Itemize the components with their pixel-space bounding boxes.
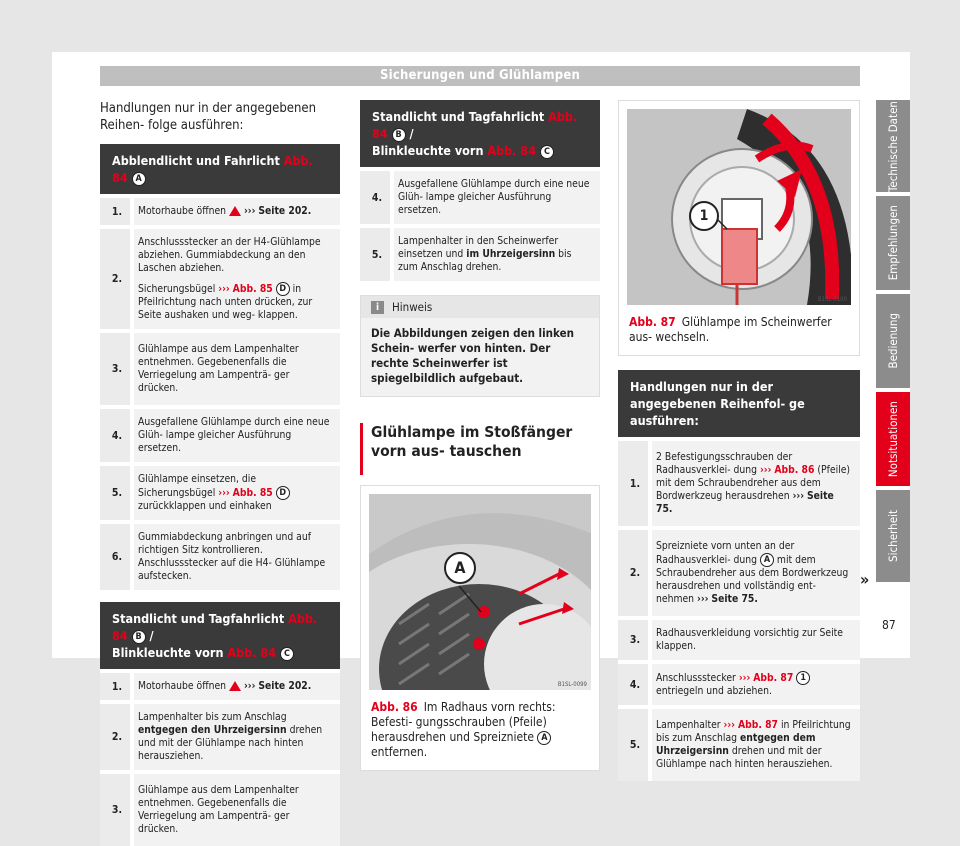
table-row: 1. Motorhaube öffnen ››› Seite 202. (100, 669, 340, 700)
side-tabs (876, 100, 910, 586)
table-row: 3. Glühlampe aus dem Lampenhalter entnehmen. Gegebenenfalls die Verriegelung am Lampenträ- ger drücken. (100, 329, 340, 405)
figure-caption: Abb. 87 Glühlampe im Scheinwerfer aus- wechseln. (629, 315, 832, 344)
table-row: 2. Anschlussstecker an der H4-Glühlampe abziehen. Gummiabdeckung an den Laschen abziehen. Sicherungsbügel ››› Abb. 85 D in Pfeilrichtung nach unten drücken, zur Seite aushaken und weg- klappen. (100, 225, 340, 329)
hinweis-text: Die Abbildungen zeigen den linken Schein- werfer von hinten. Der rechte Scheinwerfer ist spiegelbildlich aufgebaut. (361, 318, 599, 396)
figure-86 (360, 485, 600, 771)
figure-code: B1SL-0099 (557, 681, 587, 688)
headlamp-illustration (627, 109, 851, 305)
intro-text: Handlungen nur in der angegebenen Reihen- folge ausführen: (100, 101, 316, 133)
table-row: 3. Glühlampe aus dem Lampenhalter entnehmen. Gegebenenfalls die Verriegelung am Lampenträ- ger drücken. (100, 770, 340, 846)
table-row: 4. Anschlussstecker ››› Abb. 87 1 entriegeln und abziehen. (618, 660, 860, 705)
warning-icon (229, 681, 241, 691)
tab-bedienung[interactable]: Bedienung (876, 294, 910, 388)
figure-code: B1SL-0100 (817, 296, 847, 303)
figure-87 (618, 100, 860, 356)
figure-label: A (444, 552, 476, 584)
table-header: Abblendlicht und Fahrlicht Abb. 84 A (100, 144, 340, 194)
table-standlicht (100, 602, 340, 846)
table-abblendlicht (100, 144, 340, 590)
tab-empfehlungen[interactable]: Empfehlungen (876, 196, 910, 290)
tab-notsituationen[interactable]: Notsituationen (876, 392, 910, 486)
table-header: Standlicht und Tagfahrlicht Abb. 84 B / Blinkleuchte vorn Abb. 84 C (100, 602, 340, 669)
figure-label: 1 (689, 201, 719, 231)
table-row: 2. Lampenhalter bis zum Anschlag entgegen den Uhrzeigersinn drehen und mit der Glühlampe nach hinten herausziehen. (100, 700, 340, 770)
page-header: Sicherungen und Glühlampen (100, 66, 860, 86)
tab-technische-daten[interactable]: Technische Daten (876, 100, 910, 192)
table-row: 5. Lampenhalter in den Scheinwerfer einsetzen und im Uhrzeigersinn bis zum Anschlag drehen. (360, 224, 600, 281)
table-handlungen (618, 370, 860, 781)
table-row: 5. Glühlampe einsetzen, die Sicherungsbügel ››› Abb. 85 D zurückklappen und einhaken (100, 462, 340, 520)
warning-icon (229, 206, 241, 216)
figure-caption: Abb. 86 Im Radhaus vorn rechts: Befesti- gungsschrauben (Pfeile) herausdrehen und Spreizniete A entfernen. (371, 700, 556, 759)
continue-marker: » (860, 570, 870, 589)
info-icon: i (371, 301, 384, 314)
table-row: 4. Ausgefallene Glühlampe durch eine neue Glüh- lampe gleicher Ausführung ersetzen. (100, 405, 340, 462)
table-row: 4. Ausgefallene Glühlampe durch eine neue Glüh- lampe gleicher Ausführung ersetzen. (360, 167, 600, 224)
tab-sicherheit[interactable]: Sicherheit (876, 490, 910, 582)
table-standlicht-cont (360, 100, 600, 281)
section-title: Glühlampe im Stoßfänger vorn aus- tauschen (360, 423, 600, 475)
table-header: Handlungen nur in der angegebenen Reihenfol- ge ausführen: (618, 370, 860, 437)
page-number: 87 (882, 618, 896, 632)
table-row: 5. Lampenhalter ››› Abb. 87 in Pfeilrichtung bis zum Anschlag entgegen dem Uhrzeigersinn drehen und mit der Glühlampe nach hinten herausziehen. (618, 705, 860, 781)
table-row: 1. Motorhaube öffnen ››› Seite 202. (100, 194, 340, 225)
wheel-arch-illustration (369, 494, 591, 690)
hinweis-box: i Hinweis Die Abbildungen zeigen den linken Schein- werfer von hinten. Der rechte Scheinwerfer ist spiegelbildlich aufgebaut. (360, 295, 600, 397)
table-row: 1. 2 Befestigungsschrauben der Radhausverklei- dung ››› Abb. 86 (Pfeile) mit dem Schraubendreher aus dem Bordwerkzeug herausdrehen ››› Seite 75. (618, 437, 860, 526)
table-row: 3. Radhausverkleidung vorsichtig zur Seite klappen. (618, 616, 860, 660)
table-header: Standlicht und Tagfahrlicht Abb. 84 B / Blinkleuchte vorn Abb. 84 C (360, 100, 600, 167)
table-row: 2. Spreizniete vorn unten an der Radhausverklei- dung A mit dem Schraubendreher aus dem Bordwerkzeug herausdrehen und vollständig ent- nehmen ››› Seite 75. (618, 526, 860, 616)
table-row: 6. Gummiabdeckung anbringen und auf richtigen Sitz kontrollieren. Anschlussstecker auf die H4- Glühlampe aufstecken. (100, 520, 340, 590)
